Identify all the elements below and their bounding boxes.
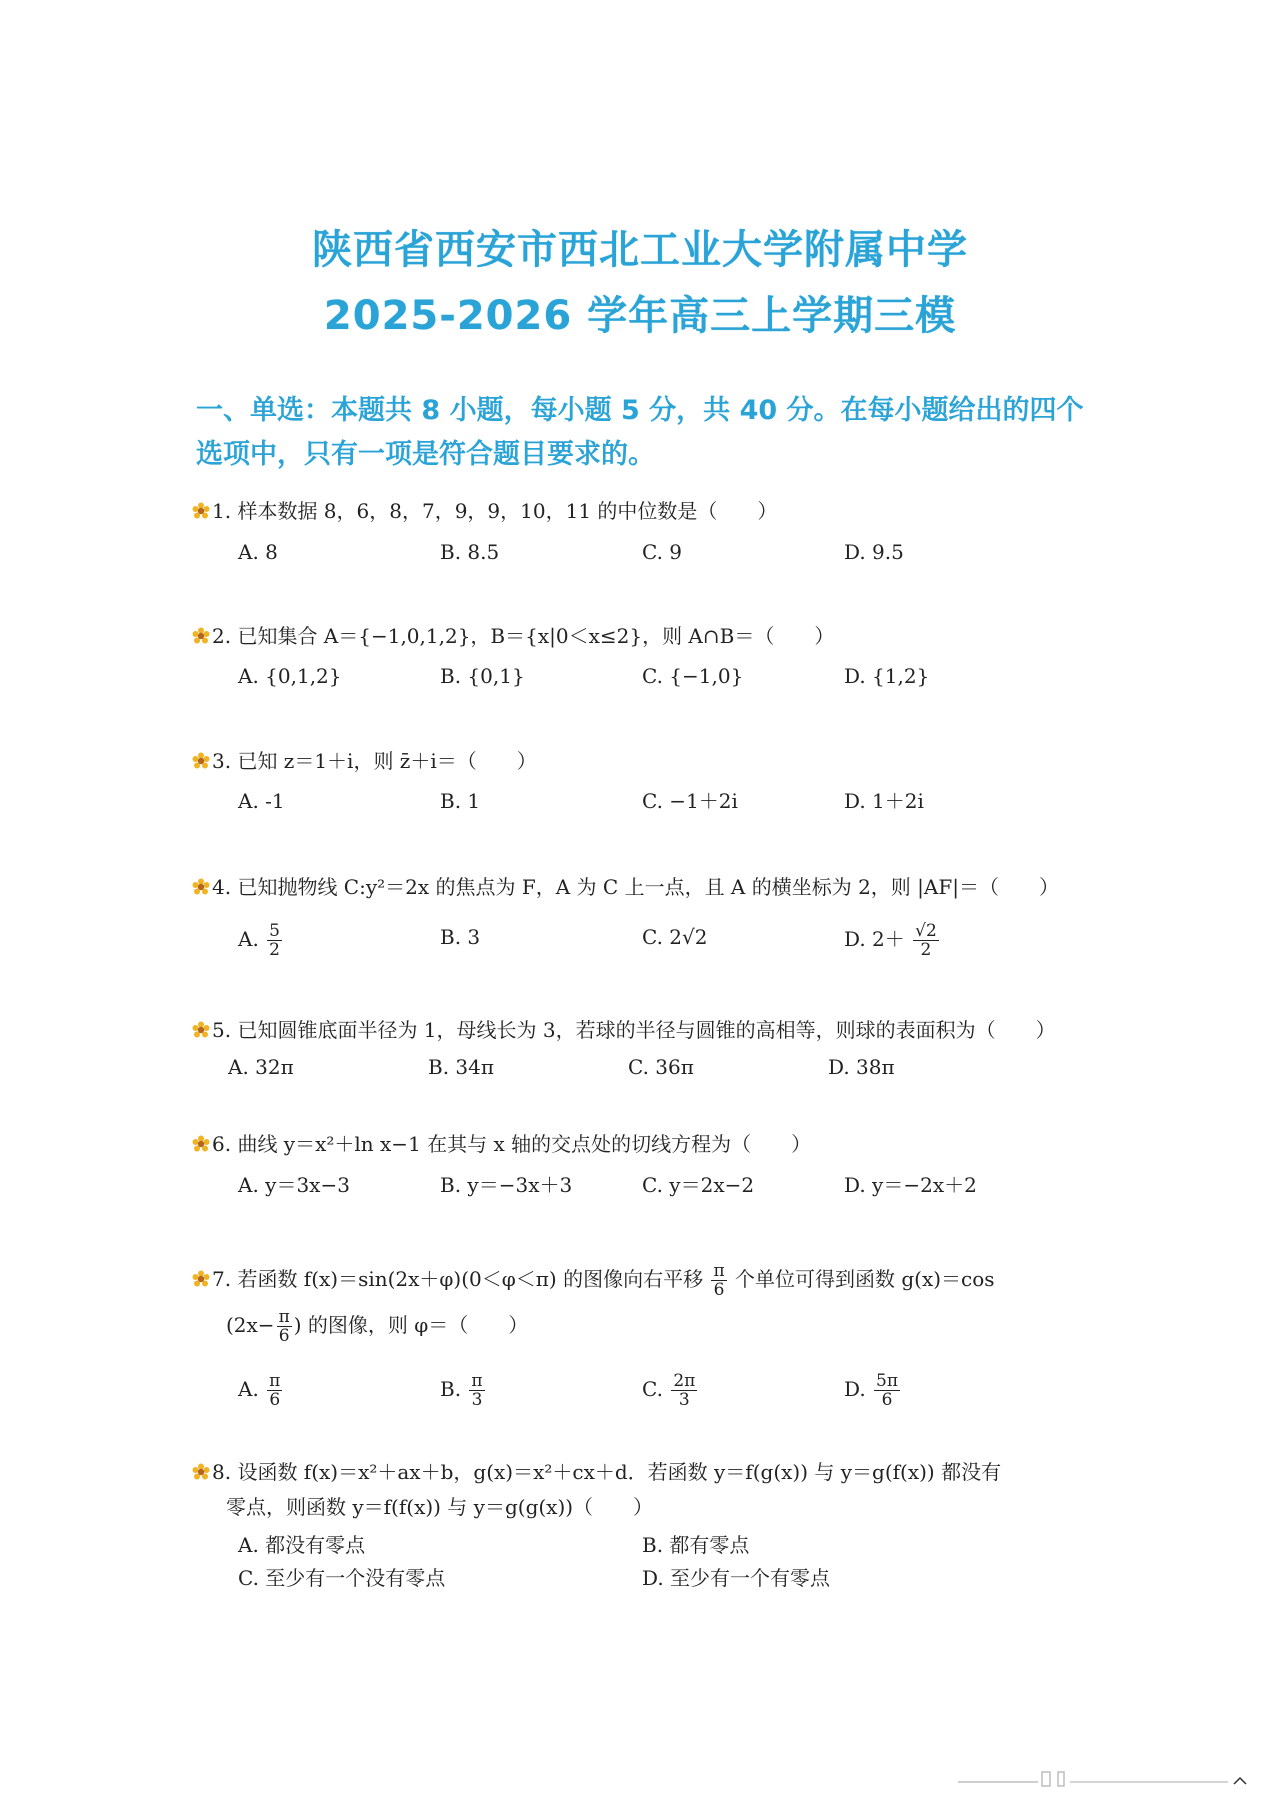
option-a-label: A.	[238, 927, 259, 951]
question-7-text-b: 个单位可得到函数 g(x)＝cos	[734, 1267, 995, 1291]
option-c-label: C.	[642, 1377, 663, 1401]
page-title: 陕西省西安市西北工业大学附属中学	[312, 227, 968, 273]
question-5	[192, 1015, 1056, 1045]
flower-icon	[192, 1135, 210, 1153]
fraction	[711, 1262, 726, 1299]
question-2-text: 2. 已知集合 A＝{−1,0,1,2}，B＝{x|0＜x≤2}，则 A∩B＝（ ）	[212, 624, 835, 648]
question-4-option-a	[238, 922, 284, 959]
question-7	[192, 1262, 995, 1299]
question-2-option-b: B. {0,1}	[440, 664, 525, 688]
question-1-option-c: C. 9	[642, 540, 683, 564]
flower-icon	[192, 502, 210, 520]
denominator: 6	[713, 1280, 725, 1300]
denominator: 3	[678, 1390, 690, 1410]
numerator: 5π	[876, 1371, 899, 1391]
question-3-option-b: B. 1	[440, 789, 481, 813]
question-8	[192, 1457, 1001, 1487]
option-d-label: D.	[844, 1377, 866, 1401]
question-4-option-d	[844, 922, 941, 959]
fraction	[277, 1308, 292, 1345]
question-8-option-b: B. 都有零点	[642, 1533, 750, 1557]
numerator: π	[713, 1261, 725, 1281]
question-5-text: 5. 已知圆锥底面半径为 1，母线长为 3，若球的半径与圆锥的高相等，则球的表面积为（ ）	[212, 1018, 1056, 1042]
question-7-continuation	[226, 1308, 528, 1345]
question-3-option-d: D. 1＋2i	[844, 789, 924, 813]
question-6-option-c: C. y＝2x−2	[642, 1173, 755, 1197]
question-3-text: 3. 已知 z＝1＋i，则 z̄＋i＝（ ）	[212, 749, 537, 773]
flower-icon	[192, 1463, 210, 1481]
question-4	[192, 872, 1059, 902]
fraction	[267, 922, 282, 959]
scan-artifact	[958, 1768, 1258, 1790]
numerator: π	[278, 1307, 290, 1327]
numerator: π	[471, 1371, 483, 1391]
question-7-option-c	[642, 1372, 699, 1409]
fraction	[671, 1372, 697, 1409]
denominator: 2	[269, 940, 280, 960]
question-1-text: 1. 样本数据 8，6，8，7，9，9，10，11 的中位数是（ ）	[212, 499, 778, 523]
fraction	[267, 1372, 282, 1409]
question-4-option-b: B. 3	[440, 925, 481, 949]
question-6-option-a: A. y＝3x−3	[238, 1173, 350, 1197]
question-3-option-c: C. −1＋2i	[642, 789, 738, 813]
question-5-option-b: B. 34π	[428, 1055, 495, 1079]
question-5-option-a: A. 32π	[228, 1055, 294, 1079]
question-2-option-c: C. {−1,0}	[642, 664, 744, 688]
question-8-option-d: D. 至少有一个有零点	[642, 1566, 831, 1590]
denominator: 3	[471, 1390, 483, 1410]
flower-icon	[192, 1270, 210, 1288]
question-2	[192, 621, 834, 651]
question-7-cont-a: (2x−	[226, 1313, 275, 1337]
question-1-option-b: B. 8.5	[440, 540, 500, 564]
flower-icon	[192, 627, 210, 645]
question-5-option-c: C. 36π	[628, 1055, 694, 1079]
denominator: 2	[920, 940, 932, 960]
question-1	[192, 496, 777, 526]
question-8-text: 8. 设函数 f(x)＝x²＋ax＋b，g(x)＝x²＋cx＋d．若函数 y＝f(g(x)) 与 y＝g(f(x)) 都没有	[212, 1460, 1002, 1484]
fraction	[469, 1372, 484, 1409]
option-a-label: A.	[238, 1377, 259, 1401]
question-8-option-c: C. 至少有一个没有零点	[238, 1566, 446, 1590]
denominator: 6	[269, 1390, 281, 1410]
question-1-option-d: D. 9.5	[844, 540, 904, 564]
section-heading-line2: 选项中，只有一项是符合题目要求的。	[196, 439, 655, 470]
question-5-option-d: D. 38π	[828, 1055, 895, 1079]
fraction	[913, 922, 939, 959]
section-heading-line1: 一、单选：本题共 8 小题，每小题 5 分，共 40 分。在每小题给出的四个	[196, 395, 1084, 426]
question-3	[192, 746, 537, 776]
question-3-option-a: A. -1	[238, 789, 285, 813]
option-b-label: B.	[440, 1377, 462, 1401]
question-7-option-a	[238, 1372, 284, 1409]
question-7-option-b	[440, 1372, 487, 1409]
question-8-continuation: 零点，则函数 y＝f(f(x)) 与 y＝g(g(x))（ ）	[226, 1495, 654, 1519]
question-8-option-a: A. 都没有零点	[238, 1533, 366, 1557]
flower-icon	[192, 878, 210, 896]
question-1-option-a: A. 8	[238, 540, 278, 564]
option-d-label: D. 2＋	[844, 927, 905, 951]
numerator: 5	[269, 921, 280, 941]
question-4-option-c: C. 2√2	[642, 925, 708, 949]
question-4-text: 4. 已知抛物线 C:y²＝2x 的焦点为 F，A 为 C 上一点，且 A 的横坐标为 2，则 |AF|＝（ ）	[212, 875, 1059, 899]
numerator: π	[269, 1371, 281, 1391]
question-6-option-d: D. y＝−2x＋2	[844, 1173, 977, 1197]
numerator: √2	[915, 921, 937, 941]
numerator: 2π	[673, 1371, 696, 1391]
question-2-option-d: D. {1,2}	[844, 664, 930, 688]
question-6-option-b: B. y＝−3x＋3	[440, 1173, 573, 1197]
denominator: 6	[278, 1326, 290, 1346]
flower-icon	[192, 1021, 210, 1039]
denominator: 6	[881, 1390, 893, 1410]
flower-icon	[192, 752, 210, 770]
page-subtitle: 2025-2026 学年高三上学期三模	[323, 293, 957, 339]
question-6-text: 6. 曲线 y＝x²＋ln x−1 在其与 x 轴的交点处的切线方程为（ ）	[212, 1132, 812, 1156]
question-7-cont-b: ) 的图像，则 φ＝（ ）	[293, 1313, 529, 1337]
fraction	[874, 1372, 900, 1409]
question-6	[192, 1129, 811, 1159]
question-7-text-a: 7. 若函数 f(x)＝sin(2x＋φ)(0＜φ＜π) 的图像向右平移	[212, 1267, 704, 1291]
question-7-option-d	[844, 1372, 902, 1409]
question-2-option-a: A. {0,1,2}	[238, 664, 342, 688]
